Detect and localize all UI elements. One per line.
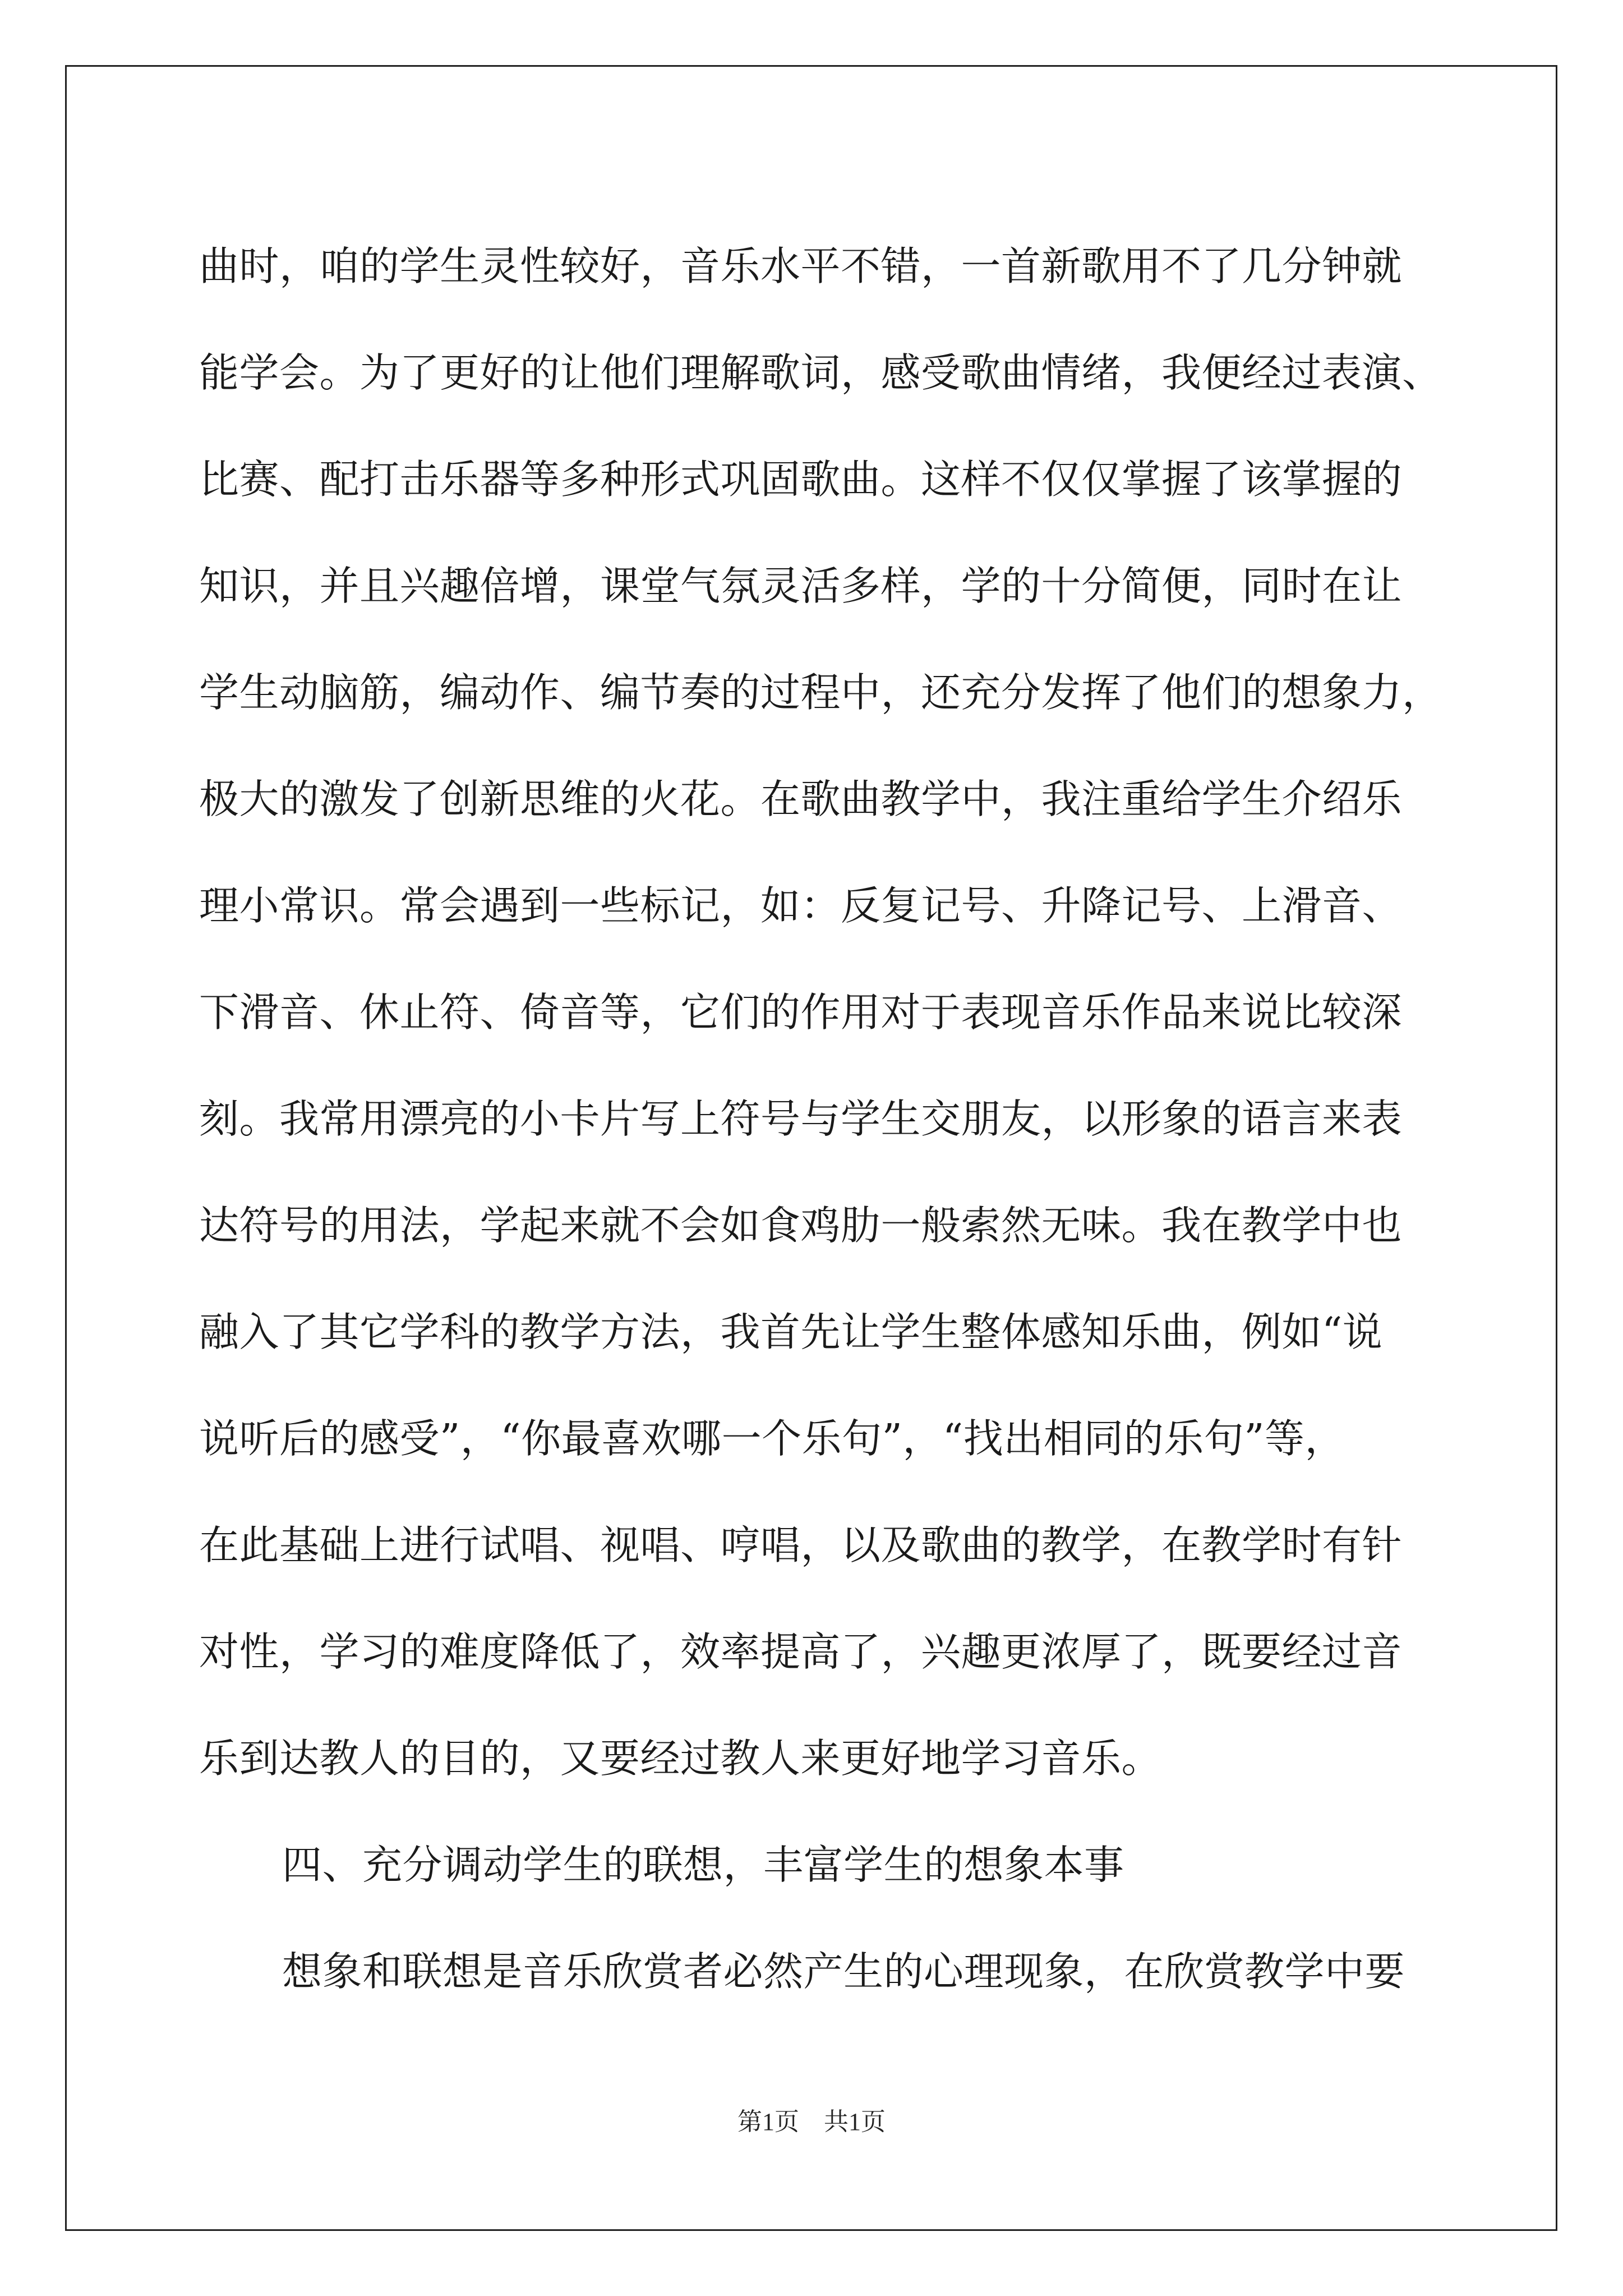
text-line: 融入了其它学科的教学方法，我首先让学生整体感知乐曲，例如“说 bbox=[199, 1309, 1383, 1355]
text-line: 达符号的用法，学起来就不会如食鸡肋一般索然无味。我在教学中也 bbox=[199, 1202, 1403, 1249]
text-line: 知识，并且兴趣倍增，课堂气氛灵活多样，学的十分简便，同时在让 bbox=[199, 563, 1403, 609]
text-line: 说听后的感受”，“你最喜欢哪一个乐句”，“找出相同的乐句”等， bbox=[199, 1415, 1345, 1462]
text-line: 刻。我常用漂亮的小卡片写上符号与学生交朋友，以形象的语言来表 bbox=[199, 1096, 1403, 1142]
document-body bbox=[199, 213, 1442, 2025]
text-line: 下滑音、休止符、倚音等，它们的作用对于表现音乐作品来说比较深 bbox=[199, 989, 1403, 1036]
text-line: 学生动脑筋，编动作、编节奏的过程中，还充分发挥了他们的想象力， bbox=[199, 669, 1442, 716]
text-line: 极大的激发了创新思维的火花。在歌曲教学中，我注重给学生介绍乐 bbox=[199, 776, 1403, 822]
text-line: 比赛、配打击乐器等多种形式巩固歌曲。这样不仅仅掌握了该掌握的 bbox=[199, 456, 1403, 503]
paragraph-start-line: 想象和联想是音乐欣赏者必然产生的心理现象，在欣赏教学中要 bbox=[282, 1948, 1405, 1995]
text-line: 乐到达教人的目的，又要经过教人来更好地学习音乐。 bbox=[199, 1735, 1162, 1782]
text-line: 在此基础上进行试唱、视唱、哼唱，以及歌曲的教学，在教学时有针 bbox=[199, 1522, 1403, 1568]
text-line: 曲时，咱的学生灵性较好，音乐水平不错，一首新歌用不了几分钟就 bbox=[199, 243, 1403, 289]
section-heading: 四、充分调动学生的联想，丰富学生的想象本事 bbox=[282, 1842, 1124, 1888]
text-line: 对性，学习的难度降低了，效率提高了，兴趣更浓厚了，既要经过音 bbox=[199, 1628, 1403, 1675]
text-line: 理小常识。常会遇到一些标记，如：反复记号、升降记号、上滑音、 bbox=[199, 882, 1403, 929]
text-line: 能学会。为了更好的让他们理解歌词，感受歌曲情绪，我便经过表演、 bbox=[199, 349, 1442, 396]
page-number-footer: 第1页 共1页 bbox=[737, 2108, 886, 2136]
